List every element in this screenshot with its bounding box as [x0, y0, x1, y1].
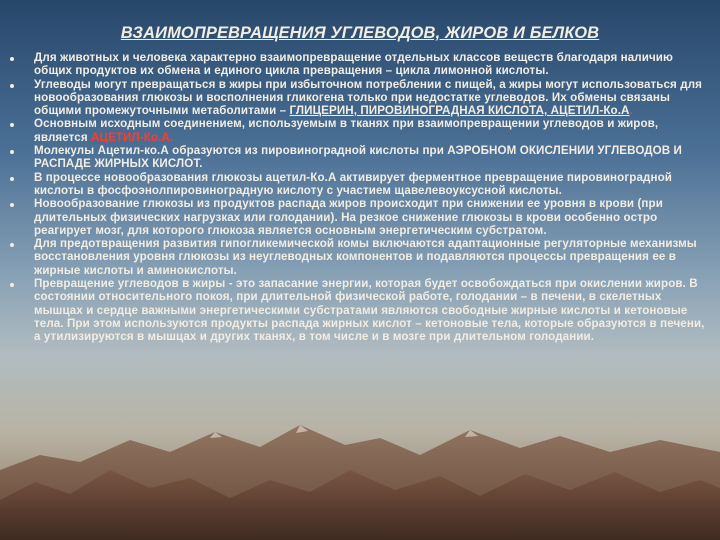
paragraph-7: Для предотвращения развития гипогликемической комы включаются адаптационные регуляторные механизмы восстановления уровня глюкозы из неуглеводных компонентов и подавляются процессы превращения ее в жирные кислоты и аминокислоты.	[34, 237, 697, 277]
bullet-item-3	[10, 117, 710, 144]
bullet-icon	[10, 203, 14, 207]
bullet-icon	[10, 243, 14, 247]
bullet-icon	[10, 57, 14, 61]
bullet-item-8	[10, 277, 710, 343]
paragraph-2	[34, 78, 710, 118]
paragraph-5: В процессе новообразования глюкозы ацетил-Ко.А активирует ферментное превращение пировиноградной кислоты в фосфоэнолпировиноградную кислоту с участием щавелевоуксусной кислоты.	[34, 170, 672, 197]
paragraph-3-text: Основным исходным соединением, используемым в тканях при взаимопревращении углеводов и жиров, является	[34, 117, 659, 144]
slide-title: ВЗАИМОПРЕВРАЩЕНИЯ УГЛЕВОДОВ, ЖИРОВ И БЕЛКОВ	[120, 24, 600, 42]
bullet-item-2	[10, 78, 710, 118]
bullet-icon	[10, 123, 14, 127]
paragraph-2-highlight: ГЛИЦЕРИН, ПИРОВИНОГРАДНАЯ КИСЛОТА, АЦЕТИЛ-Ко.А	[289, 104, 630, 118]
paragraph-4	[34, 144, 710, 171]
paragraph-2-text: Углеводы могут превращаться в жиры при избыточном потреблении с пищей, а жиры могут использоваться для новообразования глюкозы и восполнения гликогена только при недостатке углеводов. Их обмены связаны общими промежуточными метаболитами –	[34, 77, 703, 118]
paragraph-2-tail: .	[629, 104, 633, 118]
paragraph-8: Превращение углеводов в жиры - это запасание энергии, которая будет освобождаться при окислении жиров. В состоянии относительного покоя, при длительной физической работе, голодании – в печени, в скелетных мышцах и сердце важными энергетическими субстратами являются свободные жирные кислоты и кетоновые тела. При этом используются продукты распада жирных кислот – кетоновые тела, которые образуются в печени, а утилизируются в мышцах и других тканях, в том числе и в мозге при длительном голодании.	[34, 277, 705, 344]
paragraph-4-text: Молекулы Ацетил-ко.А образуются из пировиноградной кислоты при	[34, 144, 444, 158]
paragraph-1: Для животных и человека характерно взаимопревращение отдельных классов веществ благодаря наличию общих продуктов их обмена и единого цикла превращения – цикла лимонной кислоты.	[34, 51, 674, 78]
bullet-icon	[10, 177, 14, 181]
bullet-list	[10, 51, 710, 344]
bullet-icon	[10, 150, 14, 154]
bullet-item-6	[10, 197, 710, 237]
bullet-item-1	[10, 51, 710, 78]
paragraph-4-highlight: АЭРОБНОМ ОКИСЛЕНИИ УГЛЕВОДОВ И РАСПАДЕ ЖИРНЫХ КИСЛОТ.	[34, 144, 682, 171]
paragraph-6: Новообразование глюкозы из продуктов распада жиров происходит при снижении ее уровня в крови (при длительных физических нагрузках или голодании). На резкое снижение глюкозы в крови особенно остро реагирует мозг, для которого глюкоза является основным энергетическим субстратом.	[34, 197, 663, 237]
bullet-icon	[10, 84, 14, 88]
bullet-icon	[10, 283, 14, 287]
paragraph-3	[34, 117, 710, 144]
bullet-item-5	[10, 171, 710, 198]
paragraph-3-highlight: АЦЕТИЛ-Ко.А.	[91, 130, 174, 144]
bullet-item-7	[10, 237, 710, 277]
bullet-item-4	[10, 144, 710, 171]
